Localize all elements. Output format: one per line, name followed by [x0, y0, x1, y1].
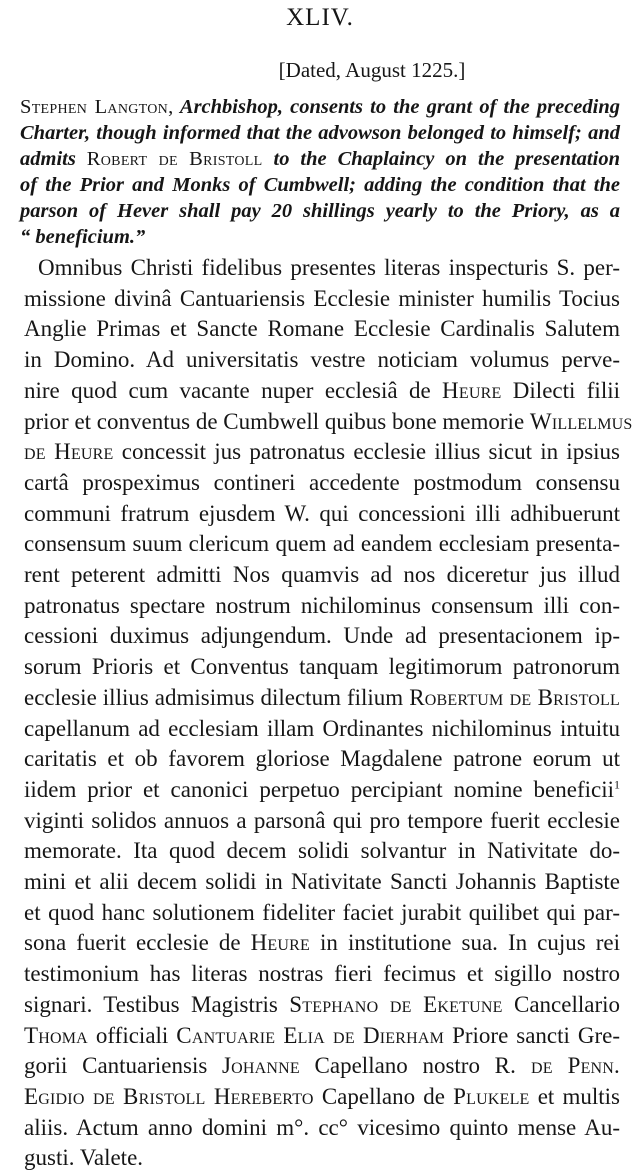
body-line — [24, 253, 620, 284]
text-run: capellanum ad ecclesiam illam Ordinantes nichilominus intuitu — [24, 715, 620, 741]
text-run: signari. Testibus Magistris — [24, 991, 290, 1017]
charter-text — [24, 253, 633, 1174]
summary-line — [20, 146, 620, 172]
text-run: Cancellario — [502, 991, 620, 1017]
text-run: nire quod cum vacante nuper ecclesiâ de — [24, 377, 443, 403]
footnote-marker: 1 — [614, 777, 620, 792]
body-line — [24, 1143, 620, 1174]
text-run: caritatis et ob favorem gloriose Magdalene patrone eorum ut — [24, 746, 620, 772]
text-run: Anglie Primas et Sancte Romane Ecclesie Cardinalis Salutem — [24, 316, 620, 342]
body-line — [24, 1021, 620, 1052]
summary-line — [20, 172, 620, 198]
text-run: parson of Hever shall pay 20 shillings yearly to the Priory, as a — [20, 200, 620, 222]
text-run: Heure — [442, 377, 502, 403]
text-run: memorate. Ita quod decem solidi solvantur in Nativitate do- — [24, 838, 620, 864]
body-line — [24, 284, 620, 315]
text-run: Plukele — [453, 1083, 530, 1109]
body-line — [24, 836, 620, 867]
text-run: Dilecti filii — [501, 377, 620, 403]
body-line — [24, 928, 620, 959]
text-run: testimonium has literas nostras fieri fecimus et sigillo nostro — [24, 961, 620, 987]
text-run: et multis — [529, 1083, 620, 1109]
text-run: et quod hanc solutionem fideliter faciet jurabit quilibet qui par- — [24, 899, 620, 925]
body-line — [24, 621, 620, 652]
body-line — [24, 806, 620, 837]
body-line — [24, 959, 620, 990]
text-run: de Heure — [24, 439, 114, 465]
text-run: Cantuarie Elia de Dierham — [176, 1022, 445, 1048]
summary-line — [20, 198, 620, 224]
body-line — [24, 990, 620, 1021]
body-line — [24, 683, 620, 714]
text-run: in institutione sua. In cujus rei — [310, 930, 620, 956]
text-run: patronatus spectare nostrum nichilominus consensum illi con- — [24, 592, 620, 618]
text-run: gusti. Valete. — [24, 1145, 144, 1171]
summary-line — [20, 224, 620, 250]
text-run: Heure — [250, 930, 310, 956]
summary-line — [20, 94, 620, 120]
text-run: R. de Penn. — [494, 1053, 620, 1079]
body-line — [24, 1051, 620, 1082]
body-line — [24, 1113, 620, 1144]
text-run: Robert de Bristoll — [86, 148, 263, 170]
text-run: Archbishop, consents to the grant of the preceding — [173, 96, 620, 118]
body-line — [24, 591, 620, 622]
text-run: admits — [20, 148, 87, 170]
text-run: Willelmus — [529, 408, 633, 434]
text-run: missione divinâ Cantuariensis Ecclesie minister humilis Tocius — [24, 285, 620, 311]
text-run: cartâ prospeximus contineri accedente postmodum consensu — [24, 469, 620, 495]
text-run: Thoma — [24, 1022, 88, 1048]
charter-number: XLIV. — [286, 4, 354, 31]
text-run: “ beneficium.” — [20, 226, 146, 248]
text-run: cessioni duximus adjungendum. Unde ad presentacionem ip- — [24, 623, 620, 649]
text-run: concessit jus patronatus ecclesie illius sicut in ipsius — [113, 439, 620, 465]
text-run: Capellano de — [313, 1083, 454, 1109]
text-run: in Domino. Ad universitatis vestre noticiam volumus perve- — [24, 347, 620, 373]
body-line — [24, 499, 620, 530]
body-line — [24, 345, 620, 376]
body-line — [24, 867, 620, 898]
text-run: Johanne — [221, 1053, 300, 1079]
body-line — [24, 529, 620, 560]
text-run: viginti solidos annuos a parsonâ qui pro tempore fuerit ecclesie — [24, 807, 620, 833]
text-run: Priore sancti Gre- — [444, 1022, 621, 1048]
body-line — [24, 468, 620, 499]
text-run: of the Prior and Monks of Cumbwell; adding the condition that the — [20, 174, 620, 196]
text-run: Omnibus Christi fidelibus presentes literas inspecturis S. per- — [38, 255, 620, 280]
body-line — [24, 560, 620, 591]
body-line — [24, 1082, 620, 1113]
text-run: aliis. Actum anno domini m°. cc° vicesimo quinto mense Au- — [24, 1114, 620, 1140]
body-line — [24, 898, 620, 929]
text-run: officiali — [87, 1022, 177, 1048]
text-run: prior et conventus de Cumbwell quibus bone memorie — [24, 408, 530, 434]
body-line — [24, 407, 633, 438]
text-run: sona fuerit ecclesie de — [24, 930, 251, 956]
text-run: Stephano de Eketune — [289, 991, 503, 1017]
body-line — [24, 314, 620, 345]
text-run: ecclesie illius admisimus dilectum filium — [24, 684, 410, 710]
text-run: iidem prior et canonici perpetuo percipiant nomine beneficii — [24, 776, 614, 802]
text-run: Stephen Langton, — [20, 96, 174, 118]
text-run: to the Chaplaincy on the presentation — [262, 148, 620, 170]
text-run: consensum suum clericum quem ad eandem ecclesiam presenta- — [24, 531, 620, 557]
text-run: Robertum de Bristoll — [409, 684, 621, 710]
body-line — [24, 775, 620, 806]
text-run: Egidio de Bristoll Hereberto — [24, 1083, 314, 1109]
body-line — [24, 714, 620, 745]
body-line — [24, 652, 620, 683]
text-run: rent peterent admitti Nos quamvis ad nos diceretur jus illud — [24, 562, 620, 588]
text-run: Charter, though informed that the advowson belonged to himself; and — [20, 122, 620, 144]
body-line — [24, 376, 620, 407]
charter-date: [Dated, August 1225.] — [278, 58, 466, 82]
summary-line — [20, 120, 620, 146]
body-line — [24, 744, 620, 775]
text-run: gorii Cantuariensis — [24, 1053, 222, 1079]
text-run: sorum Prioris et Conventus tanquam legitimorum patronorum — [24, 654, 620, 680]
charter-summary — [20, 94, 620, 250]
text-run: mini et alii decem solidi in Nativitate Sancti Johannis Baptiste — [24, 869, 620, 895]
body-line — [24, 437, 620, 468]
text-run: Capellano nostro — [299, 1053, 495, 1079]
text-run: communi fratrum ejusdem W. qui concessioni illi adhibuerunt — [24, 500, 620, 526]
